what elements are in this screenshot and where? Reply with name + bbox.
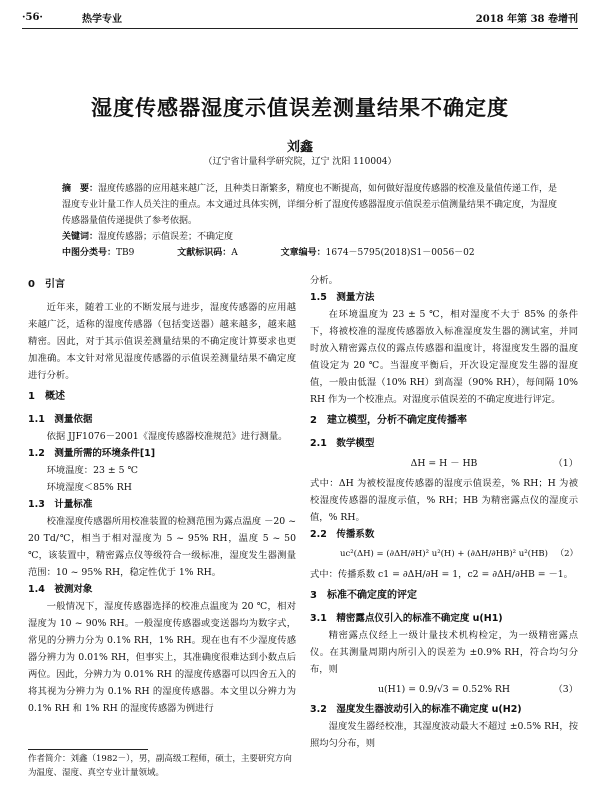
section-3-1-heading: 3.1 精密露点仪引入的标准不确定度 u(H1) <box>310 613 503 624</box>
section-3-2-text: 湿度发生器经校准，其湿度波动最大不超过 ±0.5% RH，按照均匀分布，则 <box>310 721 578 749</box>
section-3-1-text: 精密露点仪经上一级计量技术机构检定，为一级精密露点仪。在其测量周期内所引入的误差为 ±0.9% RH，符合均匀分布，则 <box>310 630 578 675</box>
keywords-label: 关键词： <box>62 232 99 242</box>
section-1-3-heading: 1.3 计量标准 <box>28 499 93 510</box>
equation-3 <box>310 681 578 698</box>
section-1-4-text: 一般情况下，湿度传感器选择的校准点温度为 20 ℃，相对湿度为 10 ~ 90% RH。一般湿度传感器或变送器均为数字式，常见的分辨力分为 0.1% RH，1% RH。现在也有不少湿度传感器分辨力为 0.01% RH，但事实上，其准确度很难达到小数点后两位。因此，分辨力为 0.01% RH 的湿度传感器可以四舍五入的将其视为分辨力为 0.1% RH 的湿度传感器。本文里以分辨力为 0.1% RH 和 1% RH 的湿度传感器为例进行 <box>28 601 296 714</box>
section-1-1-heading: 1.1 测量依据 <box>28 414 93 425</box>
section-1-5-text: 在环境温度为 23 ± 5 ℃，相对湿度不大于 85% 的条件下，将被校准的湿度传感器放入标准湿度发生器的测试室，并同时放入精密露点仪的露点传感器和温度计，将湿度发生器的温度值设定为 20 ℃。当湿度平衡后，开次设定湿度发生器的湿度值，一般由低湿（10% RH）到高湿（90% RH），每间隔 10% RH 作为一个校准点。对湿度示值误差的不确定度进行评定。 <box>310 309 578 405</box>
footnote-divider <box>28 749 148 750</box>
section-2-2-text: 式中：传播系数 c1 = ∂ΔH/∂H = 1，c2 = ∂ΔH/∂HB = －1。 <box>310 569 573 580</box>
section-2-2-heading: 2.2 传播系数 <box>310 529 375 540</box>
classification-line <box>62 245 560 258</box>
clc-label: 中图分类号： <box>62 248 117 258</box>
clc-value: TB9 <box>116 248 135 258</box>
paper-title: 湿度传感器湿度示值误差测量结果不确定度 <box>91 96 509 120</box>
equation-2-number: （2） <box>555 549 578 559</box>
section-2-heading: 2 建立模型，分析不确定度传播率 <box>310 415 467 426</box>
section-1-4-heading: 1.4 被测对象 <box>28 584 93 595</box>
continued-text: 分析。 <box>310 275 338 286</box>
header-divider <box>22 28 578 29</box>
author: 刘鑫 <box>286 140 313 155</box>
section-1-3-text: 校准湿度传感器所用校准装置的检测范围为露点温度 －20 ~ 20 Td/℃，相当于相对湿度为 5 ~ 95% RH，温度 5 ~ 50 ℃，该装置中，精密露点仪等级符合一级标准，湿度发生器测量范围：10 ~ 95% RH，稳定性优于 1% RH。 <box>28 516 296 578</box>
right-column <box>310 272 578 752</box>
equation-1-number: （1） <box>553 458 578 469</box>
running-header <box>22 8 578 26</box>
journal-section: 热学专业 <box>82 13 122 25</box>
art-label: 文章编号： <box>280 248 326 258</box>
keywords <box>62 229 560 242</box>
equation-2-body: uc²(ΔH) = (∂ΔH/∂H)² u²(H) + (∂ΔH/∂HB)² u²(HB) <box>340 549 548 559</box>
section-1-2-heading: 1.2 测量所需的环境条件[1] <box>28 448 156 459</box>
equation-3-body: u(H1) = 0.9/√3 = 0.52% RH <box>377 684 511 695</box>
affiliation: （辽宁省计量科学研究院，辽宁 沈阳 110004） <box>203 157 397 167</box>
env-temperature: 环境温度：23 ± 5 ℃ <box>46 465 138 476</box>
issue-info: 2018 年第 38 卷增刊 <box>475 13 578 25</box>
keywords-text: 湿度传感器；示值误差；不确定度 <box>98 232 234 242</box>
abstract-text: 湿度传感器的应用越来越广泛，且种类日渐繁多，精度也不断提高，如何做好湿度传感器的校准及量值传递工作，是湿度专业计量工作人员关注的重点。本文通过具体实例，详细分析了湿度传感器湿度示值误差示值测量结果不确定度，为湿度传感器量值传递提供了参考依据。 <box>62 184 558 226</box>
equation-2 <box>310 546 578 563</box>
section-1-5-heading: 1.5 测量方法 <box>310 292 375 303</box>
left-column <box>28 272 296 717</box>
equation-1 <box>310 455 578 472</box>
author-footnote: 作者简介：刘鑫（1982－），男，副高级工程师，硕士，主要研究方向为温度、湿度、真空专业计量领域。 <box>28 754 292 778</box>
section-0-text: 近年来，随着工业的不断发展与进步，湿度传感器的应用越来越广泛，适称的湿度传感器（包括变送器）越来越多，越来越精密。因此，对于其示值误差测量结果的不确定度计算要求也更加准确。本文针对常见湿度传感器的示值误差测量结果不确定度进行分析。 <box>28 302 296 381</box>
doc-value: A <box>231 248 238 258</box>
section-3-2-heading: 3.2 湿度发生器波动引入的标准不确定度 u(H2) <box>310 704 522 715</box>
env-humidity: 环境湿度＜85% RH <box>46 482 132 493</box>
abstract <box>62 181 560 229</box>
section-2-1-text: 式中：ΔH 为被校湿度传感器的湿度示值误差，% RH；H 为被校湿度传感器的湿度示值，% RH；HB 为精密露点仪的湿度示值，% RH。 <box>310 478 578 523</box>
art-value: 1674－5795(2018)S1－0056－02 <box>325 248 475 258</box>
section-1-heading: 1 概述 <box>28 391 65 402</box>
doc-label: 文献标识码： <box>177 248 232 258</box>
equation-3-number: （3） <box>553 684 578 695</box>
equation-1-body: ΔH = H － HB <box>410 458 478 469</box>
section-0-heading: 0 引言 <box>28 279 65 290</box>
abstract-label: 摘 要： <box>62 184 99 194</box>
section-2-1-heading: 2.1 数学模型 <box>310 438 375 449</box>
section-3-heading: 3 标准不确定度的评定 <box>310 590 417 601</box>
section-1-1-text: 依据 JJF1076－2001《湿度传感器校准规范》进行测量。 <box>46 431 288 442</box>
page-number: ·56· <box>22 11 43 23</box>
